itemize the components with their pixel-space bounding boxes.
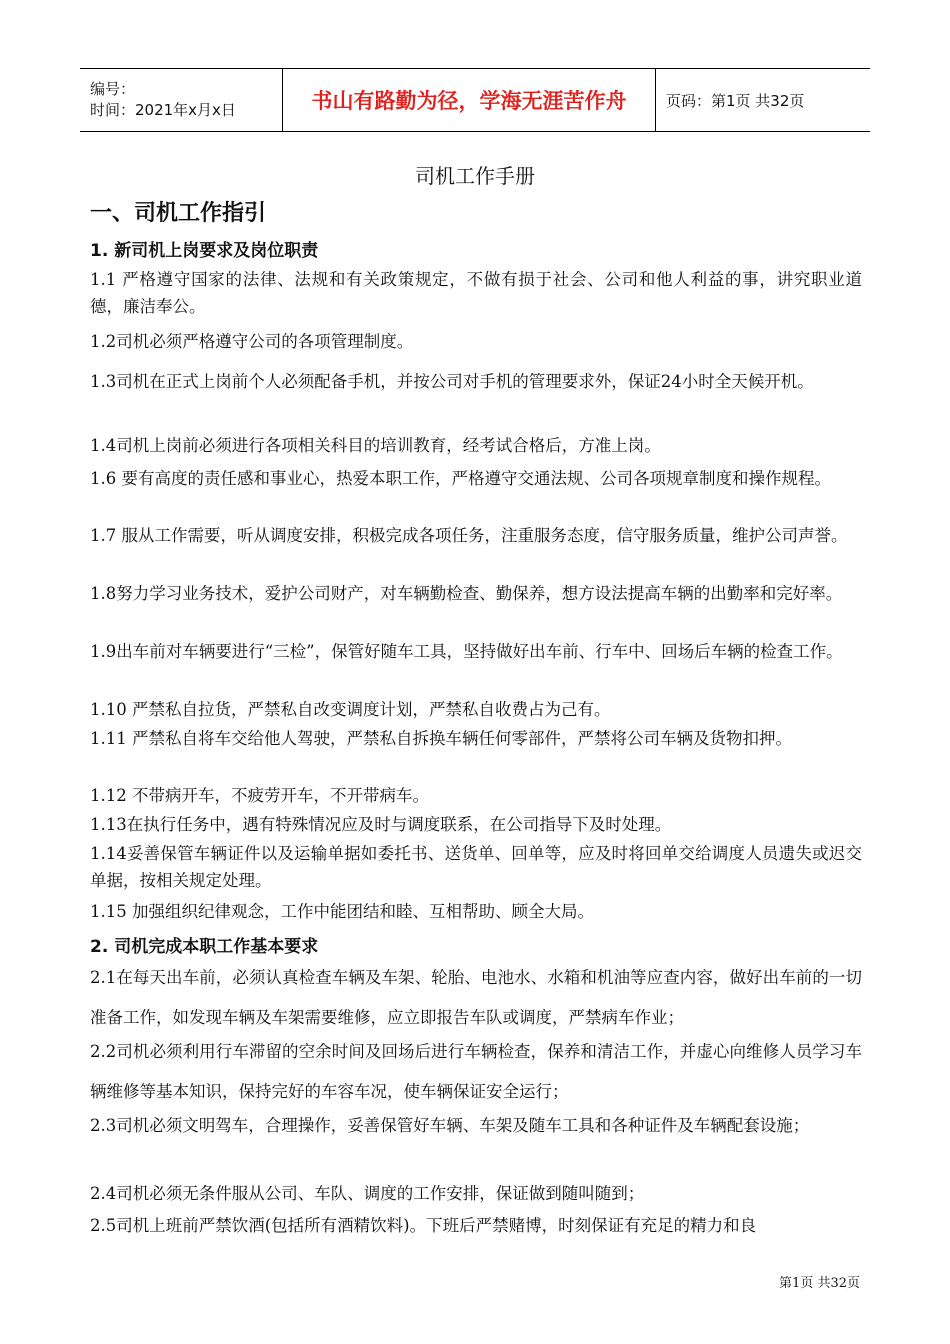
paragraph: 1.7 服从工作需要，听从调度安排，积极完成各项任务，注重服务态度，信守服务质量，维护公司声誉。 bbox=[90, 526, 848, 545]
paragraph: 1.2司机必须严格遵守公司的各项管理制度。 bbox=[90, 332, 414, 351]
paragraph: 1.8努力学习业务技术，爱护公司财产，对车辆勤检查、勤保养，想方设法提高车辆的出勤率和完好率。 bbox=[90, 584, 843, 603]
paragraph: 1.15 加强组织纪律观念，工作中能团结和睦、互相帮助、顾全大局。 bbox=[90, 902, 594, 921]
paragraph: 1.11 严禁私自将车交给他人驾驶，严禁私自拆换车辆任何零部件，严禁将公司车辆及货物扣押。 bbox=[90, 729, 792, 748]
paragraph: 1.14妥善保管车辆证件以及运输单据如委托书、送货单、回单等，应及时将回单交给调度人员遗失或迟交单据，按相关规定处理。 bbox=[90, 844, 862, 890]
paragraph: 2.1在每天出车前，必须认真检查车辆及车架、轮胎、电池水、水箱和机油等应查内容，做好出车前的一切准备工作，如发现车辆及车架需要维修，应立即报告车队或调度，严禁病车作业； bbox=[90, 968, 862, 1027]
paragraph: 2.3司机必须文明驾车，合理操作，妥善保管好车辆、车架及随车工具和各种证件及车辆配套设施； bbox=[90, 1116, 810, 1135]
paragraph: 1.1 严格遵守国家的法律、法规和有关政策规定，不做有损于社会、公司和他人利益的事，讲究职业道德，廉洁奉公。 bbox=[90, 270, 862, 316]
header-meta bbox=[80, 69, 282, 131]
paragraph: 1.10 严禁私自拉货，严禁私自改变调度计划，严禁私自收费占为己有。 bbox=[90, 700, 611, 719]
paragraph: 1.12 不带病开车，不疲劳开车，不开带病车。 bbox=[90, 786, 429, 805]
paragraph: 1.13在执行任务中，遇有特殊情况应及时与调度联系，在公司指导下及时处理。 bbox=[90, 815, 672, 834]
paragraph: 2.5司机上班前严禁饮酒(包括所有酒精饮料)。下班后严禁赌博，时刻保证有充足的精力和良 bbox=[90, 1216, 757, 1235]
paragraph: 2.2司机必须利用行车滞留的空余时间及回场后进行车辆检查，保养和清洁工作，并虚心向维修人员学习车辆维修等基本知识，保持完好的车容车况，使车辆保证安全运行； bbox=[90, 1042, 862, 1101]
chapter-heading: 一、司机工作指引 bbox=[90, 201, 267, 226]
paragraph: 2.4司机必须无条件服从公司、车队、调度的工作安排，保证做到随叫随到； bbox=[90, 1184, 645, 1203]
header-table bbox=[80, 68, 870, 132]
paragraph: 1.6 要有高度的责任感和事业心，热爱本职工作，严格遵守交通法规、公司各项规章制度和操作规程。 bbox=[90, 469, 831, 488]
paragraph: 1.3司机在正式上岗前个人必须配备手机，并按公司对手机的管理要求外，保证24小时全天候开机。 bbox=[90, 372, 814, 391]
paragraph: 1.4司机上岗前必须进行各项相关科目的培训教育，经考试合格后，方准上岗。 bbox=[90, 436, 661, 455]
section-heading: 2. 司机完成本职工作基本要求 bbox=[90, 937, 319, 957]
header-page-info: 页码：第1页 共32页 bbox=[666, 91, 805, 110]
document-title: 司机工作手册 bbox=[415, 164, 535, 188]
document-date: 时间：2021年x月x日 bbox=[90, 101, 236, 119]
header-motto: 书山有路勤为径，学海无涯苦作舟 bbox=[282, 69, 656, 131]
section-heading: 1. 新司机上岗要求及岗位职责 bbox=[90, 241, 319, 261]
document-number-label: 编号： bbox=[90, 80, 136, 98]
paragraph: 1.9出车前对车辆要进行“三检”，保管好随车工具，坚持做好出车前、行车中、回场后车辆的检查工作。 bbox=[90, 642, 843, 661]
page-footer: 第1页 共32页 bbox=[779, 1276, 860, 1291]
